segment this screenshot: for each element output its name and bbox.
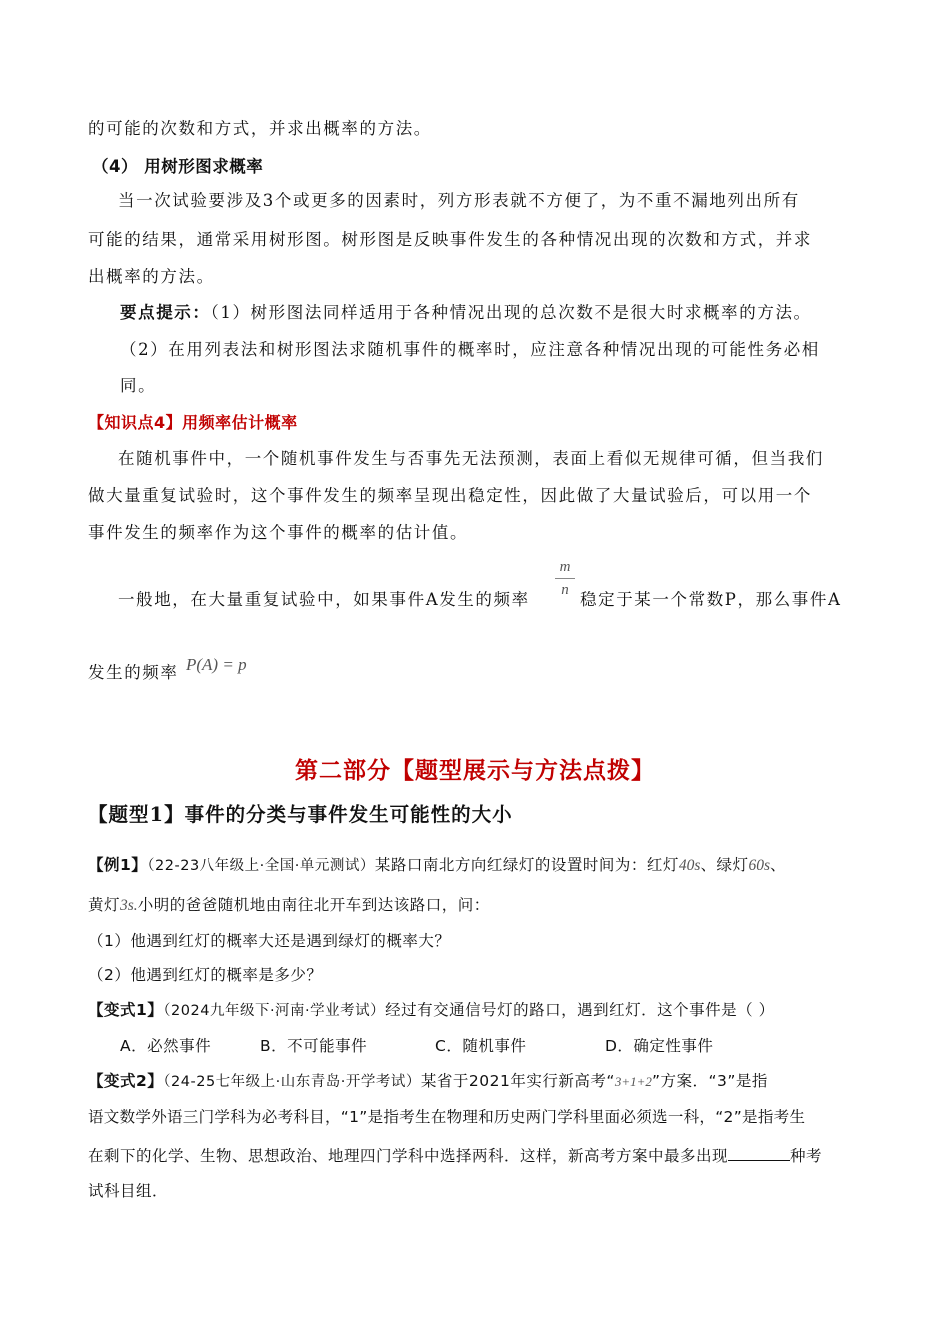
text-line-frequency: 一般地，在大量重复试验中，如果事件A发生的频率: [118, 590, 530, 609]
example-1-tag: 【例1】: [88, 856, 148, 874]
key-point-text: （1）树形图法同样适用于各种情况出现的总次数不是很大时求概率的方法。: [210, 303, 812, 322]
variant-1-tag: 【变式1】: [88, 1001, 164, 1019]
example-1-text-3: 、: [770, 856, 787, 874]
variant-1-line: [88, 999, 775, 1022]
fraction-m-over-n: [555, 558, 575, 599]
option-b[interactable]: B．不可能事件: [260, 1037, 368, 1055]
question-type-1-heading: 【题型1】事件的分类与事件发生可能性的大小: [88, 803, 513, 826]
example-1-question-2: （2）他遇到红灯的概率是多少？: [88, 966, 323, 984]
text-line-probability: [88, 662, 179, 684]
option-a[interactable]: A．必然事件: [120, 1037, 212, 1055]
variant-1-text: 经过有交通信号灯的路口，遇到红灯．这个事件是（ ）: [385, 1001, 775, 1019]
variant-2-line-2: 语文数学外语三门学科为必考科目，“1”是指考生在物理和历史两门学科里面必须选一科，“2”是指考生: [88, 1108, 806, 1126]
variant-1-source: （2024九年级下·河南·学业考试）: [163, 1003, 386, 1019]
variant-2-text-2: ”方案．“3”是指: [651, 1072, 768, 1090]
example-1-line-2: [88, 894, 490, 917]
variant-2-text-3: 在剩下的化学、生物、思想政治、地理四门学科中选择两科．这样，新高考方案中最多出现: [88, 1147, 729, 1165]
knowledge-point-4-heading: 【知识点4】用频率估计概率: [88, 413, 298, 432]
text-line: 做大量重复试验时，这个事件发生的频率呈现出稳定性，因此做了大量试验后，可以用一个: [88, 486, 812, 505]
yellow-light-time: 3s.: [120, 897, 138, 914]
fraction-bar: [555, 578, 575, 579]
key-point-label: 要点提示：: [120, 303, 211, 322]
example-1-text-2: 、绿灯: [700, 856, 749, 874]
variant-2-line-4: 试科目组．: [88, 1182, 169, 1200]
probability-formula: P(A) = p: [186, 655, 247, 674]
text-line: 在随机事件中，一个随机事件发生与否事先无法预测，表面上看似无规律可循，但当我们: [118, 449, 824, 468]
example-1-text: 某路口南北方向红绿灯的设置时间为：红灯: [374, 856, 679, 874]
example-1-source: （22-23八年级上·全国·单元测试）: [147, 858, 375, 874]
variant-2-line-3: [88, 1144, 822, 1167]
example-1-text-5: 小明的爸爸随机地由南往北开车到达该路口，问：: [137, 896, 490, 914]
option-c[interactable]: C．随机事件: [435, 1037, 527, 1055]
answer-blank[interactable]: [728, 1144, 790, 1161]
key-point-line-2: （2）在用列表法和树形图法求随机事件的概率时，应注意各种情况出现的可能性务必相: [120, 340, 820, 359]
variant-2-formula: 3+1+2: [614, 1074, 652, 1089]
variant-2-text-1: 某省于2021年实行新高考“: [420, 1072, 615, 1090]
text-line: 出概率的方法。: [88, 267, 215, 286]
variant-2-line-1: [88, 1070, 768, 1093]
example-1-question-1: （1）他遇到红灯的概率大还是遇到绿灯的概率大？: [88, 932, 451, 950]
red-light-time: 40s: [678, 857, 701, 874]
text-line: 的可能的次数和方式，并求出概率的方法。: [88, 119, 432, 138]
text-line: 事件发生的频率作为这个事件的概率的估计值。: [88, 523, 469, 542]
variant-2-text-4: 种考: [790, 1147, 823, 1165]
example-1-text-4: 黄灯: [88, 896, 121, 914]
text-line: 同。: [120, 376, 157, 395]
fraction-numerator: m: [559, 559, 571, 575]
variant-1-options: [120, 1035, 713, 1057]
section-title: 第二部分【题型展示与方法点拨】: [295, 757, 655, 784]
fraction-denominator: n: [561, 582, 569, 598]
subheading-tree-diagram: （4） 用树形图求概率: [92, 157, 264, 176]
option-d[interactable]: D．确定性事件: [605, 1037, 714, 1055]
probability-label: 发生的频率: [88, 663, 179, 682]
key-point-line-1: [120, 302, 812, 324]
example-1-line-1: [88, 854, 786, 877]
variant-2-source: （24-25七年级上·山东青岛·开学考试）: [163, 1074, 421, 1090]
text-line: 可能的结果，通常采用树形图。树形图是反映事件发生的各种情况出现的次数和方式，并求: [88, 230, 812, 249]
text-line-frequency-cont: 稳定于某一个常数P，那么事件A: [580, 590, 842, 609]
text-line: 当一次试验要涉及3个或更多的因素时，列方形表就不方便了，为不重不漏地列出所有: [118, 191, 800, 210]
green-light-time: 60s: [748, 857, 771, 874]
variant-2-tag: 【变式2】: [88, 1072, 164, 1090]
